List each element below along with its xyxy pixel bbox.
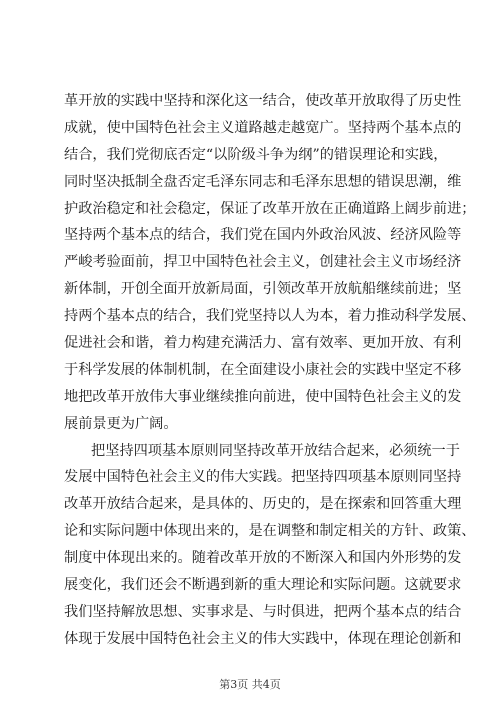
text-line: 改革开放结合起来，是具体的、历史的，是在探索和回答重大理 (64, 496, 462, 513)
text-line: 我们坚持解放思想、实事求是、与时俱进，把两个基本点的结合 (64, 603, 462, 620)
text-line: 展前景更为广阔。 (64, 415, 178, 432)
text-line: 同时坚决抵制全盘否定毛泽东同志和毛泽东思想的错误思潮，维 (64, 173, 462, 190)
text-line: 论和实际问题中体现出来的，是在调整和制定相关的方针、政策、 (64, 523, 476, 540)
text-line: 坚持两个基本点的结合，我们党在国内外政治风波、经济风险等 (64, 227, 462, 244)
text-line: 持两个基本点的结合，我们党坚持以人为本，着力推动科学发展、 (64, 308, 476, 325)
text-line: 体现于发展中国特色社会主义的伟大实践中，体现在理论创新和 (64, 630, 462, 647)
text-line: 结合，我们党彻底否定“以阶级斗争为纲”的错误理论和实践， (64, 146, 448, 163)
text-line: 促进社会和谐，着力构建充满活力、富有效率、更加开放、有利 (64, 335, 462, 352)
text-line: 把坚持四项基本原则同坚持改革开放结合起来，必须统一于 (91, 442, 460, 459)
text-line: 革开放的实践中坚持和深化这一结合，使改革开放取得了历史性 (64, 93, 462, 109)
text-line: 于科学发展的体制机制，在全面建设小康社会的实践中坚定不移 (64, 361, 462, 378)
text-line: 护政治稳定和社会稳定，保证了改革开放在正确道路上阔步前进； (64, 200, 476, 217)
text-line: 成就，使中国特色社会主义道路越走越宽广。坚持两个基本点的 (64, 119, 462, 136)
text-line: 新体制，开创全面开放新局面，引领改革开放航船继续前进；坚 (64, 281, 462, 298)
text-line: 严峻考验面前，捍卫中国特色社会主义，创建社会主义市场经济 (64, 254, 462, 271)
text-line: 制度中体现出来的。随着改革开放的不断深入和国内外形势的发 (64, 550, 462, 567)
page-footer: 第3页 共4页 (219, 678, 281, 691)
paragraph-2 (64, 438, 476, 653)
text-line: 发展中国特色社会主义的伟大实践。把坚持四项基本原则同坚持 (64, 469, 462, 486)
paragraph-1 (64, 88, 476, 438)
body-text (64, 88, 476, 653)
text-line: 地把改革开放伟大事业继续推向前进，使中国特色社会主义的发 (64, 388, 462, 405)
text-line: 展变化，我们还会不断遇到新的重大理论和实际问题。这就要求 (64, 577, 462, 594)
